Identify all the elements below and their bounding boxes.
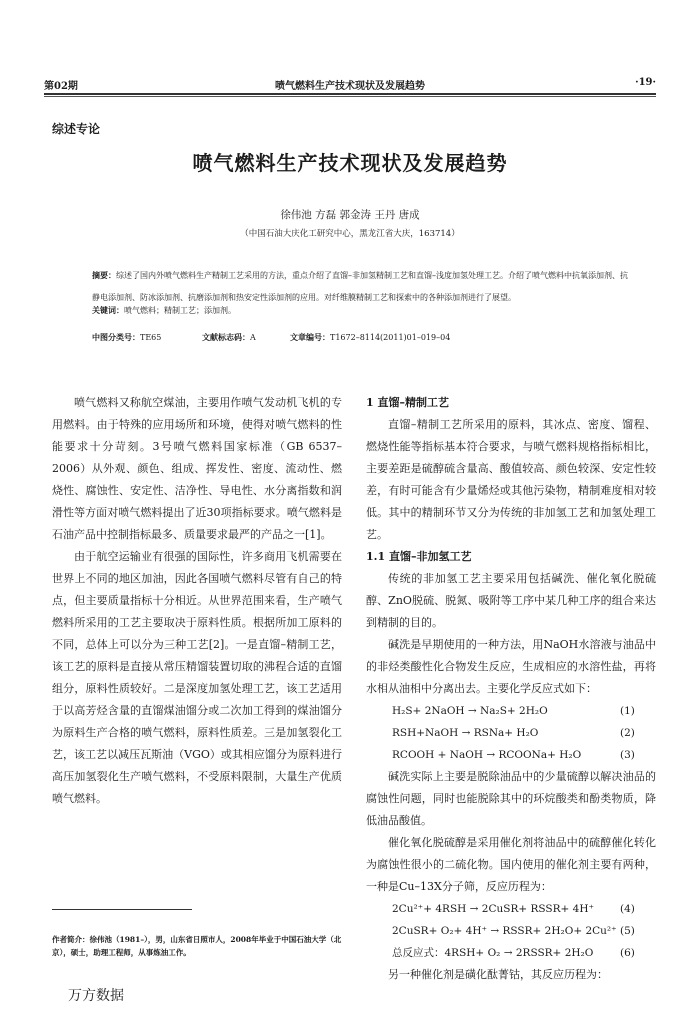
left-paragraph-1: 喷气燃料又称航空煤油，主要用作喷气发动机飞机的专用燃料。由于特殊的应用场所和环境，使得对喷气燃料的性能要求十分苛刻。3号喷气燃料国家标准（GB 6537–2006）从外观、颜色、组成、挥发性、密度、流动性、燃烧性、腐蚀性、安定性、洁净性、导电性、水分离指数和润滑性等方面对喷气燃料提出了近30项指标要求。喷气燃料是石油产品中控制指标最多、质量要求最严的产品之一[1]。 bbox=[52, 396, 342, 541]
right-paragraph-5: 催化氧化脱硫醇是采用催化剂将油品中的硫醇催化转化为腐蚀性很小的二硫化物。国内使用的催化剂主要有两种，一种是Cu–13X分子筛，反应历程为： bbox=[366, 836, 656, 893]
page-number: ·19· bbox=[635, 77, 656, 88]
equation-5-number: (5) bbox=[620, 925, 635, 937]
equation-3-formula: RCOOH + NaOH → RCOONa+ H₂O bbox=[392, 749, 582, 761]
left-paragraph-2: 由于航空运输业有很强的国际性，许多商用飞机需要在世界上不同的地区加油，因此各国喷气燃料尽管有自己的特点，但主要质量指标十分相近。从世界范围来看，生产喷气燃料所采用的工艺主要取决于原料性质。根据所加工原料的不同，总体上可以分为三种工艺[2]。一是直馏–精制工艺，该工艺的原料是直接从常压精馏装置切取的沸程合适的直馏组分，原料性质较好。二是深度加氢处理工艺，该工艺适用于以高芳烃含量的直馏煤油馏分或二次加工得到的煤油馏分为原料生产合格的喷气燃料，原料性质差。三是加氢裂化工艺，该工艺以减压瓦斯油（VGO）或其相应馏分为原料进行高压加氢裂化生产喷气燃料，不受原料限制，大量生产优质喷气燃料。 bbox=[52, 550, 342, 805]
clc-label: 中图分类号： bbox=[92, 332, 140, 342]
equation-2-number: (2) bbox=[620, 727, 635, 739]
doc-code bbox=[202, 332, 256, 343]
equation-5 bbox=[366, 920, 656, 942]
equation-6-number: (6) bbox=[620, 947, 635, 959]
right-paragraph-4: 碱洗实际上主要是脱除油品中的少量硫醇以解决油品的腐蚀性问题，同时也能脱除其中的环烷酸类和酚类物质，降低油品酸值。 bbox=[366, 770, 656, 827]
equation-1-number: (1) bbox=[620, 705, 635, 717]
right-paragraph-3: 碱洗是早期使用的一种方法，用NaOH水溶液与油品中的非烃类酸性化合物发生反应，生成相应的水溶性盐，再将水相从油相中分离出去。主要化学反应式如下： bbox=[366, 638, 656, 695]
article-number bbox=[290, 332, 450, 343]
equation-5-formula: 2CuSR+ O₂+ 4H⁺ → RSSR+ 2H₂O+ 2Cu²⁺ bbox=[392, 925, 617, 937]
left-column bbox=[52, 392, 342, 810]
clc-value: TE65 bbox=[140, 333, 162, 342]
clc-code bbox=[92, 332, 161, 343]
right-paragraph-1: 直馏–精制工艺所采用的原料，其冰点、密度、馏程、燃烧性能等指标基本符合要求，与喷气燃料规格指标相比，主要差距是硫醇硫含量高、酸值较高、颜色较深、安定性较差，有时可能含有少量烯烃或其他污染物，精制难度相对较低。其中的精制环节又分为传统的非加氢工艺和加氢处理工艺。 bbox=[366, 418, 656, 541]
article-number-value: T1672–8114(2011)01–019–04 bbox=[330, 333, 451, 342]
equation-2-formula: RSH+NaOH → RSNa+ H₂O bbox=[392, 727, 539, 739]
keywords-text: 喷气燃料；精制工艺；添加剂。 bbox=[124, 306, 236, 315]
running-title: 喷气燃料生产技术现状及发展趋势 bbox=[275, 81, 425, 92]
author-footnote: 作者简介：徐伟池（1981–），男，山东省日照市人，2008年毕业于中国石油大学（北京），硕士，助理工程师，从事炼油工作。 bbox=[52, 935, 342, 957]
right-paragraph-2: 传统的非加氢工艺主要采用包括碱洗、催化氧化脱硫醇、ZnO脱硫、脱氮、吸附等工序中某几种工序的组合来达到精制的目的。 bbox=[366, 572, 656, 629]
author-list: 徐伟池 方磊 郭金涛 王丹 唐成 bbox=[280, 209, 420, 221]
equation-3 bbox=[366, 744, 656, 766]
equation-6-formula: 总反应式：4RSH+ O₂ → 2RSSR+ 2H₂O bbox=[392, 947, 594, 959]
equation-4-formula: 2Cu²⁺+ 4RSH → 2CuSR+ RSSR+ 4H⁺ bbox=[392, 903, 595, 915]
abstract bbox=[92, 264, 628, 309]
equation-1 bbox=[366, 700, 656, 722]
equation-1-formula: H₂S+ 2NaOH → Na₂S+ 2H₂O bbox=[392, 705, 548, 717]
equation-4 bbox=[366, 898, 656, 920]
abstract-label: 摘要： bbox=[92, 270, 116, 280]
watermark: 万方数据 bbox=[68, 988, 124, 1004]
heading-1: 1 直馏–精制工艺 bbox=[366, 396, 449, 409]
affiliation: （中国石油大庆化工研究中心，黑龙江省大庆，163714） bbox=[240, 229, 460, 239]
header-rule bbox=[44, 93, 656, 95]
equation-2 bbox=[366, 722, 656, 744]
right-column bbox=[366, 392, 656, 986]
doc-code-label: 文献标志码： bbox=[202, 332, 250, 342]
header-rule-thin bbox=[44, 96, 656, 97]
article-number-label: 文章编号： bbox=[290, 332, 330, 342]
article-title: 喷气燃料生产技术现状及发展趋势 bbox=[192, 151, 508, 175]
section-label: 综述专论 bbox=[52, 122, 101, 136]
right-paragraph-6: 另一种催化剂是磺化酞菁钴，其反应历程为： bbox=[388, 968, 608, 981]
footnote-rule bbox=[52, 909, 192, 910]
keywords-label: 关键词： bbox=[92, 305, 124, 315]
doc-code-value: A bbox=[250, 333, 256, 342]
equation-6 bbox=[366, 942, 656, 964]
abstract-text: 综述了国内外喷气燃料生产精制工艺采用的方法，重点介绍了直馏–非加氢精制工艺和直馏–浅度加氢处理工艺。介绍了喷气燃料中抗氧添加剂、抗静电添加剂、防冰添加剂、抗磨添加剂和热安定性添加剂的应用。对纤维膜精制工艺和探索中的各种添加剂进行了展望。 bbox=[92, 271, 628, 302]
equation-3-number: (3) bbox=[620, 749, 635, 761]
equation-4-number: (4) bbox=[620, 903, 635, 915]
heading-1-1: 1.1 直馏–非加氢工艺 bbox=[366, 550, 472, 563]
keywords bbox=[92, 305, 236, 316]
issue-number: 第02期 bbox=[44, 81, 78, 92]
